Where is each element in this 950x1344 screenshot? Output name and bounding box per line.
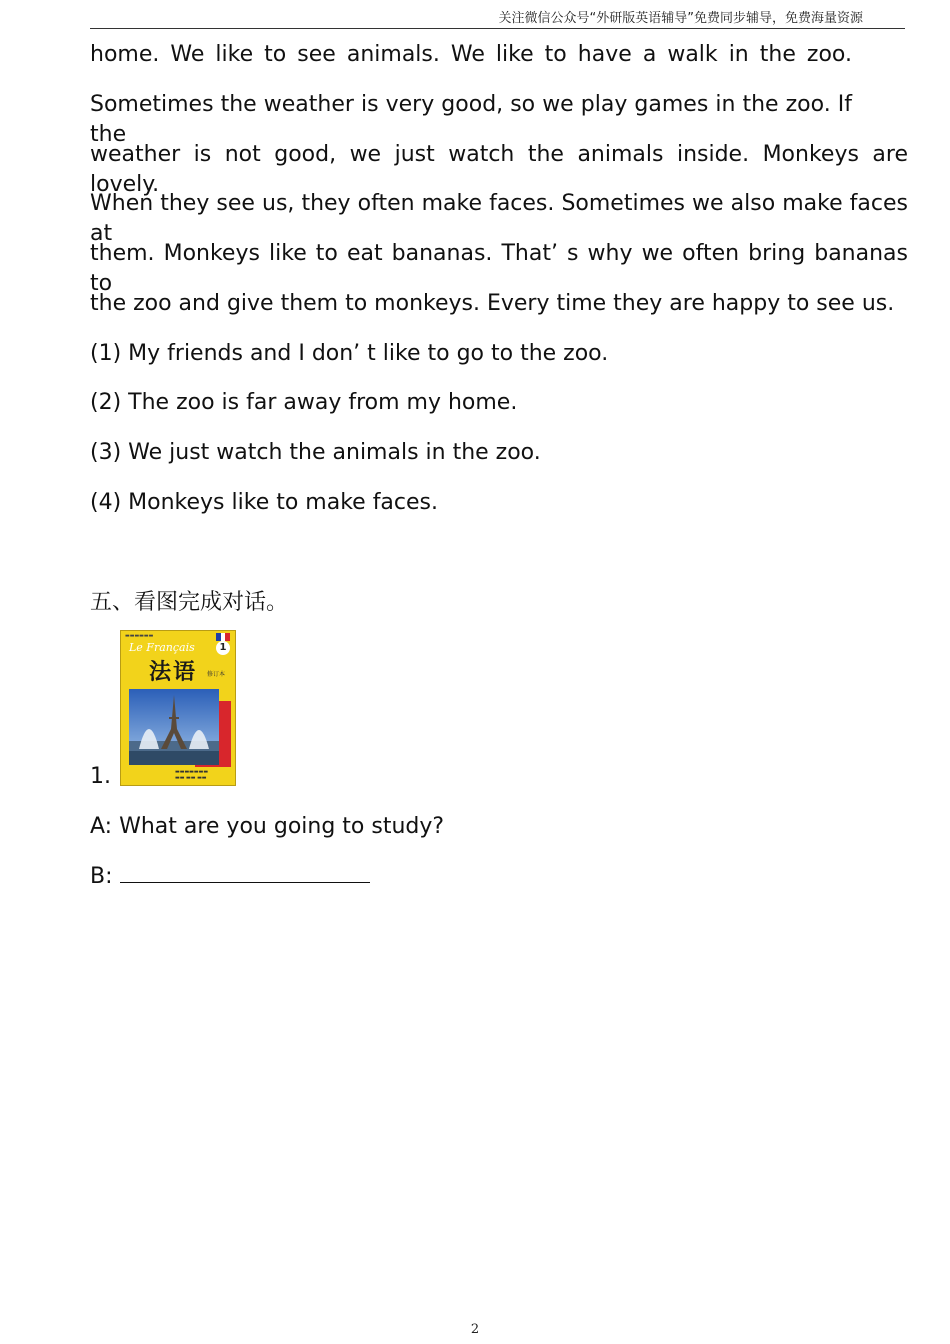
passage-line: Sometimes the weather is very good, so we play games in the zoo. If the [90,92,852,147]
book-publisher-text: ▬▬▬▬▬▬▬ ▬▬ ▬▬ ▬▬ [175,769,209,781]
eiffel-tower-photo [129,689,219,765]
book-volume-badge: 1 [216,641,230,655]
book-title: 法语 [149,659,198,685]
passage-line: them. Monkeys like to eat bananas. That’ s why we often bring bananas to [90,241,908,296]
dialogue-answer-row [90,862,370,892]
section-title: 五、看图完成对话。 [90,590,289,615]
header-divider [90,28,905,29]
book-series-text: ▬▬▬▬▬▬ [125,633,154,639]
page-header: 关注微信公众号“外研版英语辅导”免费同步辅导，免费海量资源 [498,11,863,26]
answer-blank[interactable] [120,862,370,883]
passage-line: the zoo and give them to monkeys. Every time they are happy to see us. [90,291,895,316]
statement-item: (2) The zoo is far away from my home. [90,390,518,415]
statement-item: (4) Monkeys like to make faces. [90,490,439,515]
book-script-logo: Le Français [129,641,195,654]
passage-line: weather is not good, we just watch the animals inside. Monkeys are lovely. [90,142,908,197]
french-flag-icon [216,633,230,641]
statement-item: (1) My friends and I don’ t like to go to the zoo. [90,341,609,366]
answer-prefix: B: [90,864,113,889]
passage-line: When they see us, they often make faces. Sometimes we also make faces at [90,191,908,246]
page-number: 2 [470,1322,480,1337]
french-textbook-cover-image [120,630,236,786]
dialogue-question: A: What are you going to study? [90,814,445,839]
passage-line: home. We like to see animals. We like to have a walk in the zoo. [90,42,852,67]
book-subtitle: 修订本 [207,671,226,678]
statement-item: (3) We just watch the animals in the zoo. [90,440,541,465]
dialogue-item-number: 1. [90,764,111,789]
